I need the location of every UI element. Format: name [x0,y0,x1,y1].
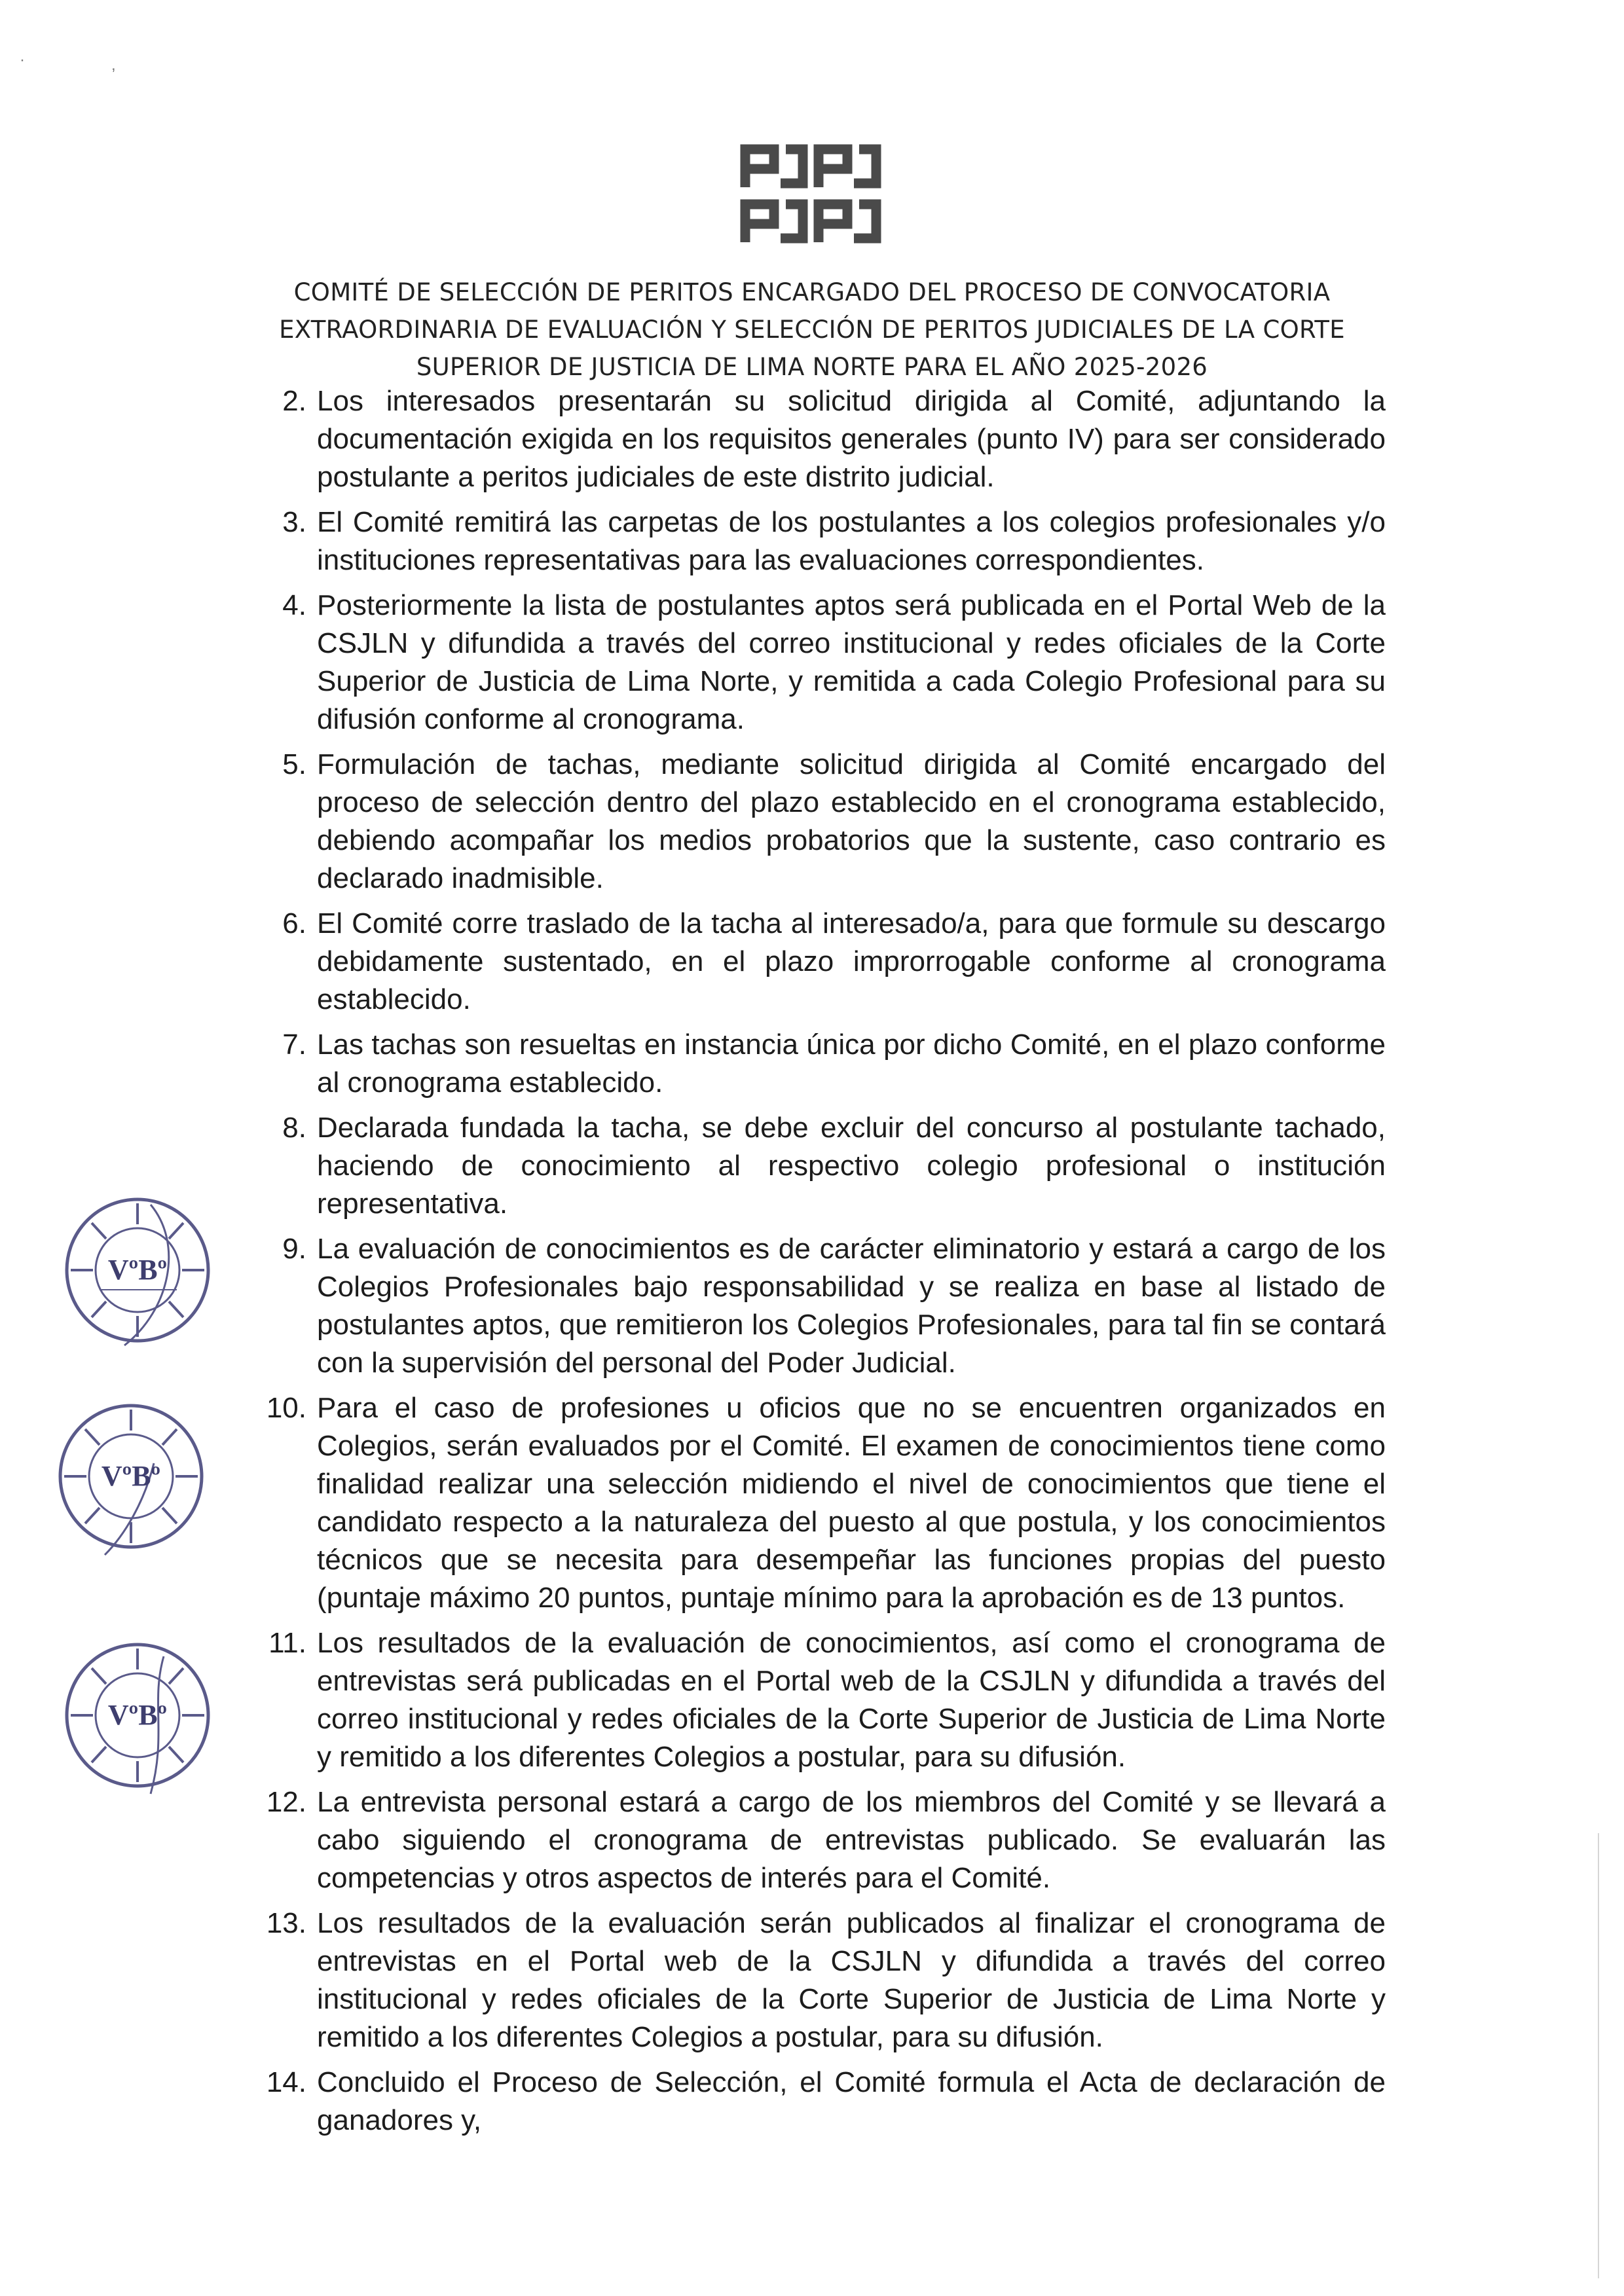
item-text: Declarada fundada la tacha, se debe excluir del concurso al postulante tachado, haciendo de conocimiento al respectivo colegio profesional o institución representativa. [317,1112,1386,1220]
item-text: Para el caso de profesiones u oficios que no se encuentren organizados en Colegios, serán evaluados por el Comité. El examen de conocimientos tiene como finalidad realizar una selección midiendo el nivel de conocimientos que tiene el candidato respecto a la naturaleza del puesto al que postula, y los conocimientos técnicos que se necesita para desempeñar las funciones propias del puesto (puntaje máximo 20 puntos, puntaje mínimo para la aprobación es de 13 puntos. [317,1392,1386,1614]
procedure-steps-list [246,382,1386,2147]
item-text: Concluido el Proceso de Selección, el Comité formula el Acta de declaración de ganadores y, [317,2066,1386,2136]
list-item [246,587,1386,738]
list-item [246,1783,1386,1897]
list-item [246,1230,1386,1382]
item-text: Las tachas son resueltas en instancia única por dicho Comité, en el plazo conforme al cronograma establecido. [317,1029,1386,1099]
approval-seal [52,1630,223,1800]
item-number: 12. [266,1786,306,1818]
list-item [246,503,1386,579]
list-item [246,2064,1386,2140]
item-number: 7. [282,1029,306,1061]
item-text: Los resultados de la evaluación serán publicados al finalizar el cronograma de entrevistas en el Portal web de la CSJLN y difundida a través del correo institucional y redes oficiales de la Corte Superior de Justicia de Lima Norte y remitido a los diferentes Colegios a postular, para su difusión. [317,1907,1386,2053]
list-item [246,1026,1386,1102]
item-text: Los resultados de la evaluación de conocimientos, así como el cronograma de entrevistas será publicadas en el Portal web de la CSJLN y difundida a través del correo institucional y redes oficiales de la Corte Superior de Justicia de Lima Norte y remitido a los diferentes Colegios a postular, para su difusión. [317,1627,1386,1773]
item-number: 8. [282,1112,306,1144]
item-number: 5. [282,748,306,780]
scan-speck: · [20,51,25,69]
heading-line-1: COMITÉ DE SELECCIÓN DE PERITOS ENCARGADO DEL PROCESO DE CONVOCATORIA [293,278,1331,306]
item-number: 4. [282,589,306,621]
document-heading [196,274,1428,386]
approval-seal [52,1185,223,1355]
item-number: 13. [266,1907,306,1939]
list-item [246,1904,1386,2056]
list-item [246,1624,1386,1776]
item-text: Los interesados presentarán su solicitud dirigida al Comité, adjuntando la documentación exigida en los requisitos generales (punto IV) para ser considerado postulante a peritos judiciales de este distrito judicial. [317,385,1386,493]
seal-mark: VºBº [101,1460,161,1492]
list-item [246,1389,1386,1617]
item-text: La evaluación de conocimientos es de carácter eliminatorio y estará a cargo de los Colegios Profesionales bajo responsabilidad y se realiza en base al listado de postulantes aptos, que remitieron los Colegios Profesionales, para tal fin se contará con la supervisión del personal del Poder Judicial. [317,1233,1386,1379]
item-text: El Comité remitirá las carpetas de los postulantes a los colegios profesionales y/o instituciones representativas para las evaluaciones correspondientes. [317,506,1386,576]
approval-seal [46,1391,216,1561]
heading-line-2: EXTRAORDINARIA DE EVALUACIÓN Y SELECCIÓN DE PERITOS JUDICIALES DE LA CORTE [279,316,1345,344]
item-number: 2. [282,385,306,417]
item-number: 9. [282,1233,306,1265]
item-number: 14. [266,2066,306,2098]
seal-mark: VºBº [107,1699,168,1731]
item-number: 3. [282,506,306,538]
item-text: La entrevista personal estará a cargo de los miembros del Comité y se llevará a cabo siguiendo el cronograma de entrevistas publicado. Se evaluarán las competencias y otros aspectos de interés para el Comité. [317,1786,1386,1894]
item-text: Formulación de tachas, mediante solicitud dirigida al Comité encargado del proceso de selección dentro del plazo establecido en el cronograma establecido, debiendo acompañar los medios probatorios que la sustente, caso contrario es declarado inadmisible. [317,748,1386,894]
item-number: 11. [268,1627,306,1659]
list-item [246,746,1386,898]
item-number: 10. [266,1392,306,1424]
list-item [246,382,1386,496]
scan-speck: , [111,56,116,74]
item-text: Posteriormente la lista de postulantes aptos será publicada en el Portal Web de la CSJLN y difundida a través del correo institucional y redes oficiales de la Corte Superior de Justicia de Lima Norte, y remitida a cada Colegio Profesional para su difusión conforme al cronograma. [317,589,1386,735]
item-text: El Comité corre traslado de la tacha al interesado/a, para que formule su descargo debidamente sustentado, en el plazo improrrogable conforme al cronograma establecido. [317,907,1386,1015]
list-item [246,1109,1386,1223]
scan-edge-line [1598,1833,1599,2278]
poder-judicial-logo [735,137,885,247]
list-item [246,905,1386,1019]
item-number: 6. [282,907,306,939]
seal-mark: VºBº [107,1254,168,1286]
heading-line-3: SUPERIOR DE JUSTICIA DE LIMA NORTE PARA EL AÑO 2025-2026 [416,353,1208,381]
